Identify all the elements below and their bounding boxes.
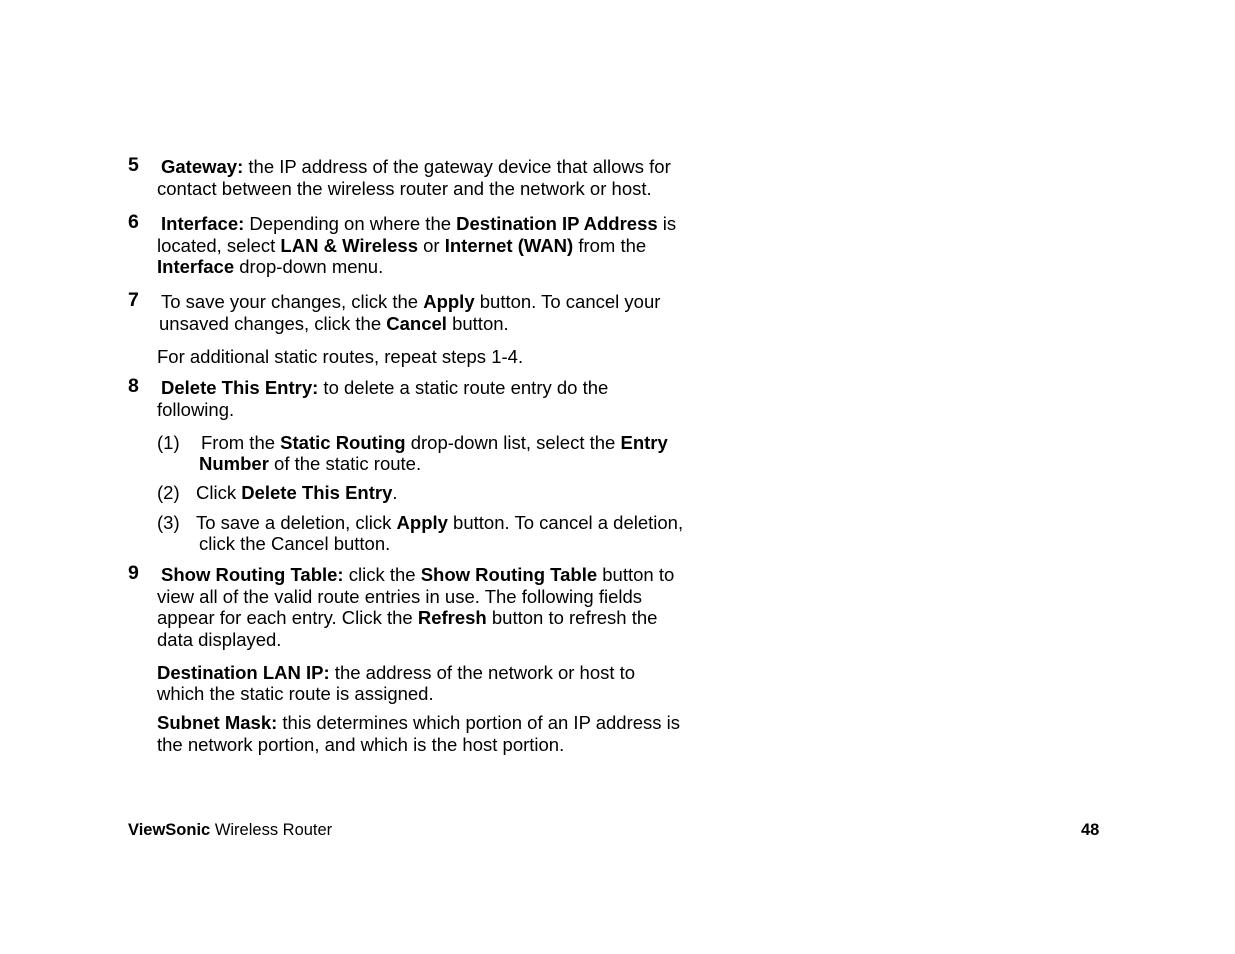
step-8-line-2: following. [157,399,235,420]
footer-product: ViewSonic Wireless Router [128,821,333,839]
step-number-7: 7 [128,289,139,311]
subnet-mask-line-1: Subnet Mask: this determines which portion of an IP address is [157,712,681,733]
interface-term: Interface: [161,213,245,234]
step-6-line-1: Interface: Depending on where the Destination IP Address is [161,213,677,234]
step-number-5: 5 [128,154,139,176]
destination-lan-ip-term: Destination LAN IP: [157,662,330,683]
step-6-line-3: Interface drop-down menu. [157,256,384,277]
substep-1-marker: (1) [157,432,180,453]
gateway-term: Gateway: [161,156,244,177]
destination-lan-ip-line-2: which the static route is assigned. [157,683,434,704]
step-8-line-1: Delete This Entry: to delete a static route entry do the [161,377,609,398]
substep-3-line-2: click the Cancel button. [199,533,391,554]
substep-1-line-1: From the Static Routing drop-down list, select the Entry [201,432,668,453]
subnet-mask-line-2: the network portion, and which is the host portion. [157,734,565,755]
substep-2-line: Click Delete This Entry. [196,482,398,503]
step-9-line-4: data displayed. [157,629,282,650]
footer-brand: ViewSonic [128,821,211,839]
step-5-line-2: contact between the wireless router and the network or host. [157,178,652,199]
step-number-8: 8 [128,375,139,397]
show-routing-table-term: Show Routing Table: [161,564,344,585]
step-9-line-1: Show Routing Table: click the Show Routing Table button to [161,564,675,585]
page-number: 48 [1081,821,1100,839]
step-number-9: 9 [128,562,139,584]
step-5-line-1: Gateway: the IP address of the gateway device that allows for [161,156,671,177]
step-7-line-2: unsaved changes, click the Cancel button. [159,313,509,334]
step-9-line-2: view all of the valid route entries in use. The following fields [157,586,643,607]
substep-2-marker: (2) [157,482,180,503]
step-7-line-1: To save your changes, click the Apply button. To cancel your [161,291,661,312]
substep-3-line-1: To save a deletion, click Apply button. To cancel a deletion, [196,512,684,533]
subnet-mask-term: Subnet Mask: [157,712,278,733]
step-6-line-2: located, select LAN & Wireless or Internet (WAN) from the [157,235,647,256]
static-routes-note: For additional static routes, repeat steps 1-4. [157,346,524,367]
substep-3-marker: (3) [157,512,180,533]
step-number-6: 6 [128,211,139,233]
delete-entry-term: Delete This Entry: [161,377,319,398]
substep-1-line-2: Number of the static route. [199,453,422,474]
destination-lan-ip-line-1: Destination LAN IP: the address of the network or host to [157,662,636,683]
step-9-line-3: appear for each entry. Click the Refresh button to refresh the [157,607,658,628]
